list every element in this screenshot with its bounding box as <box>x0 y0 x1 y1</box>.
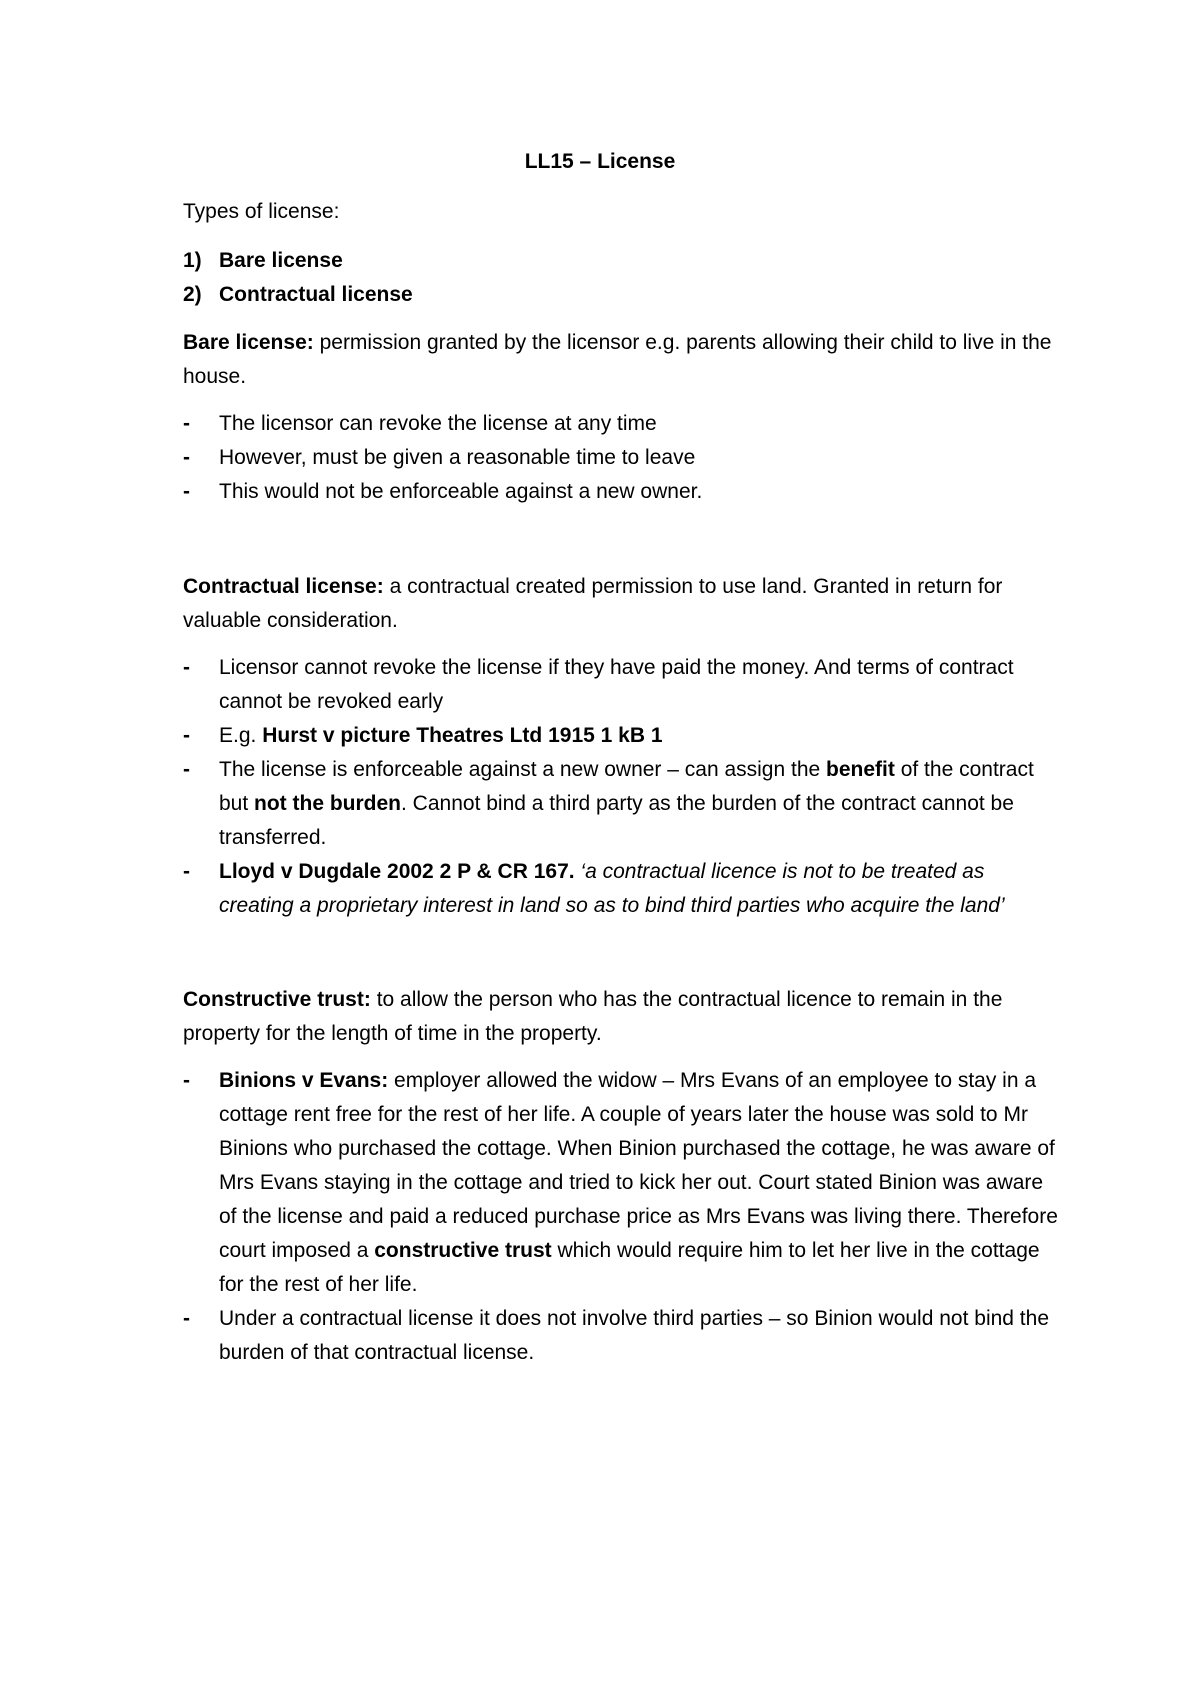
contractual-license-bullets <box>183 651 1063 923</box>
term: Contractual license: <box>183 575 384 598</box>
contractual-license-definition <box>183 570 1063 638</box>
quote: ‘a contractual licence is not to be treated as creating a proprietary interest in land so as to bind third parties who acquire the land’ <box>219 860 1005 917</box>
constructive-trust-bullets <box>183 1064 1063 1370</box>
list-item <box>183 1064 1063 1302</box>
list-item: - However, must be given a reasonable time to leave <box>183 441 1063 475</box>
list-item <box>183 753 1063 855</box>
list-number: 2) <box>183 283 202 306</box>
list-item: - The licensor can revoke the license at any time <box>183 407 1063 441</box>
bare-license-definition <box>183 326 1063 394</box>
text: . Cannot bind a third party as the burden of the contract cannot be transferred. <box>219 792 1014 849</box>
types-list <box>183 244 1063 312</box>
list-label: Bare license <box>219 249 343 272</box>
case-citation: Lloyd v Dugdale 2002 2 P & CR 167. <box>219 860 575 883</box>
text: which would require him to let her live in the cottage for the rest of her life. <box>219 1239 1040 1296</box>
list-item: - Licensor cannot revoke the license if they have paid the money. And terms of contract cannot be revoked early <box>183 651 1063 719</box>
list-item: - This would not be enforceable against a new owner. <box>183 475 1063 509</box>
case-citation: Hurst v picture Theatres Ltd 1915 1 kB 1 <box>262 724 663 747</box>
list-item <box>183 719 1063 753</box>
list-item: - Under a contractual license it does not involve third parties – so Binion would not bind the burden of that contractual license. <box>183 1302 1063 1370</box>
case-citation: Binions v Evans: <box>219 1069 389 1092</box>
definition-text: a contractual created permission to use land. Granted in return for valuable consideration. <box>183 575 1003 632</box>
list-label: Contractual license <box>219 283 413 306</box>
definition-text: permission granted by the licensor e.g. parents allowing their child to live in the house. <box>183 331 1052 388</box>
text: employer allowed the widow – Mrs Evans of an employee to stay in a cottage rent free for the rest of her life. A couple of years later the house was sold to Mr Binions who purchased the cottage. When Binion purchased the cottage, he was aware of Mrs Evans staying in the cottage and tried to kick her out. Court stated Binion was aware of the license and paid a reduced purchase price as Mrs Evans was living there. Therefore court imposed a <box>219 1069 1058 1262</box>
text: The license is enforceable against a new owner – can assign the <box>219 758 827 781</box>
emphasis: benefit <box>826 758 895 781</box>
term: Constructive trust: <box>183 988 371 1011</box>
list-item <box>183 278 1063 312</box>
emphasis: constructive trust <box>374 1239 552 1262</box>
list-number: 1) <box>183 249 202 272</box>
list-item <box>183 855 1063 923</box>
emphasis: not the burden <box>254 792 402 815</box>
bare-license-bullets <box>183 407 1063 509</box>
text: E.g. <box>219 724 263 747</box>
term: Bare license: <box>183 331 314 354</box>
text: of the contract but <box>219 758 1034 815</box>
constructive-trust-definition <box>183 983 1063 1051</box>
list-item <box>183 244 1063 278</box>
types-heading: Types of license: <box>183 200 340 223</box>
page-title: LL15 – License <box>524 150 676 173</box>
definition-text: to allow the person who has the contractual licence to remain in the property for the length of time in the property. <box>183 988 1003 1045</box>
